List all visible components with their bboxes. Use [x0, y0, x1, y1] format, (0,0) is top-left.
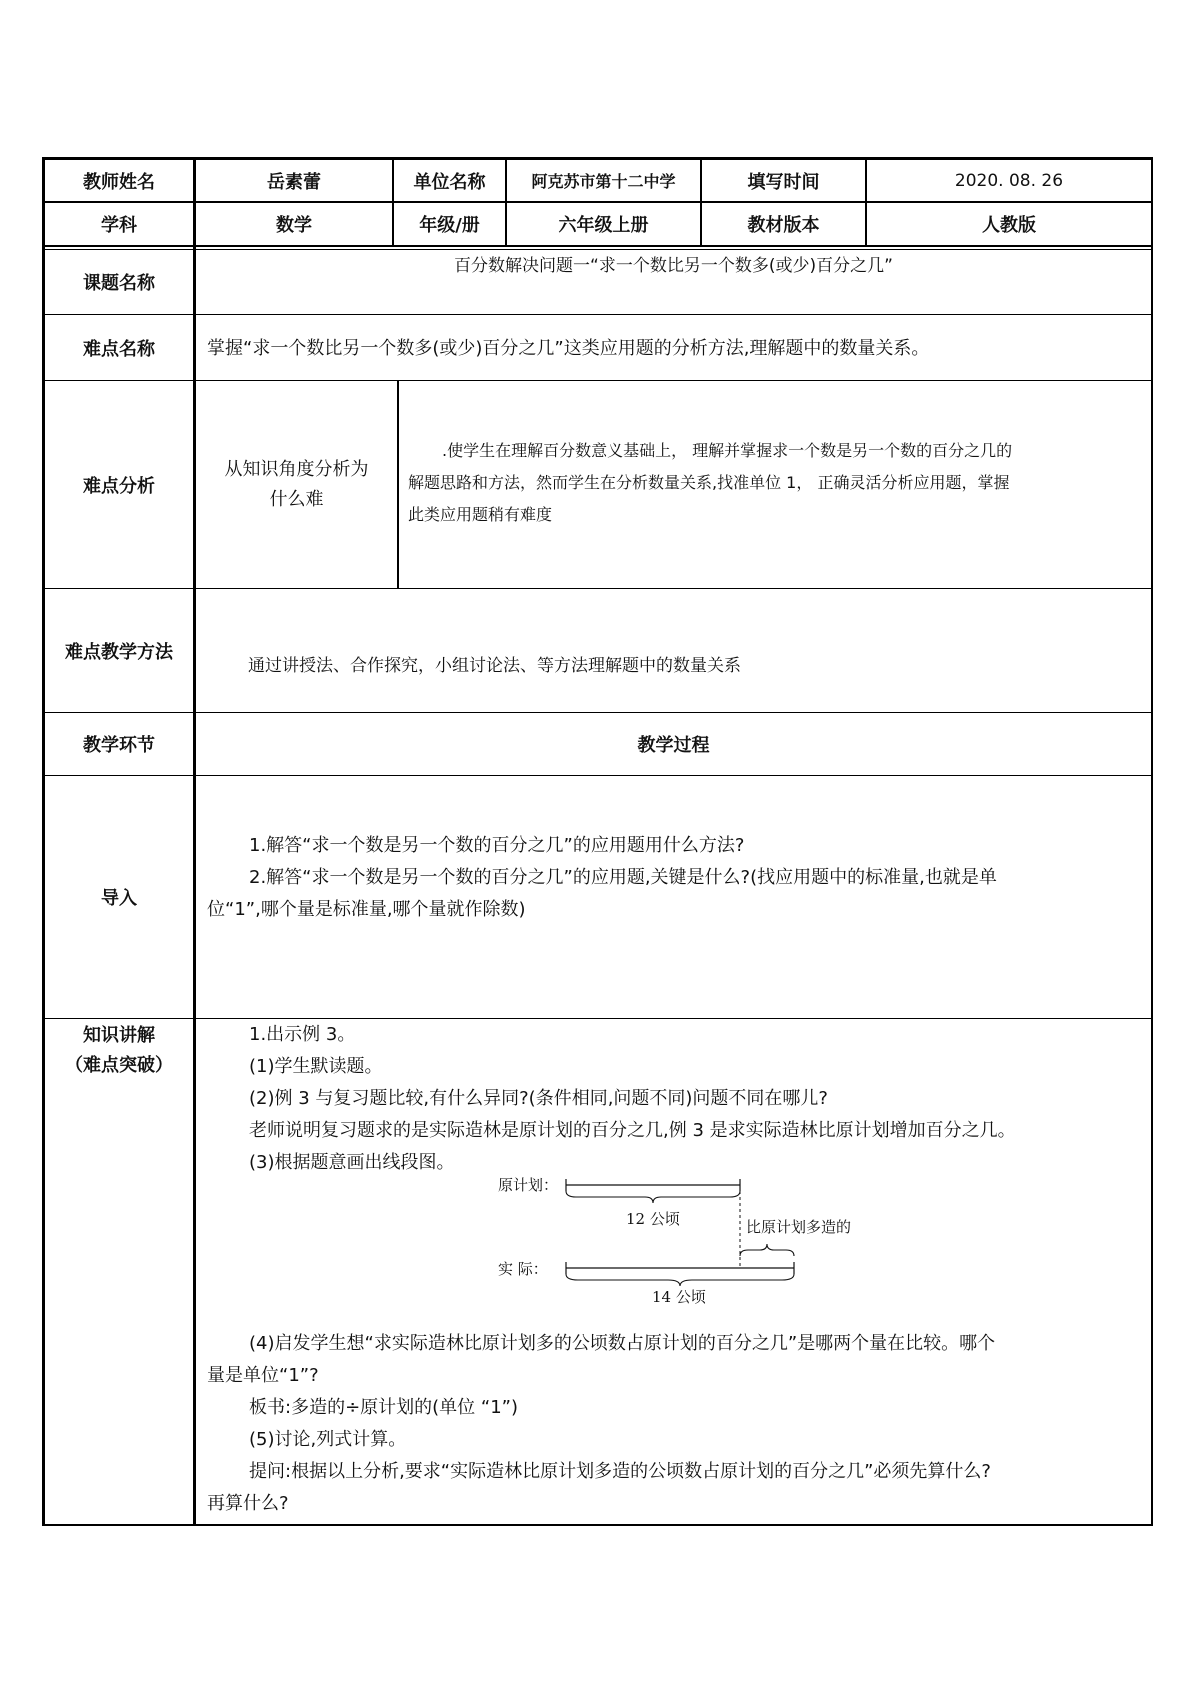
method-label: 难点教学方法 [65, 641, 173, 663]
unit-name-label: 单位名称 [413, 171, 486, 193]
topic-label: 课题名称 [83, 273, 155, 294]
row-divider [42, 775, 1153, 776]
analysis-sub-label [196, 381, 397, 588]
analysis-line-3: 此类应用题稍有难度 [408, 505, 553, 524]
diagram-plan-label: 原计划： [498, 1176, 559, 1194]
knowledge-line: (2)例 3 与复习题比较,有什么异同?(条件相同,问题不同)问题不同在哪儿? [249, 1088, 828, 1109]
diagram-extra-label: 比原计划多造的 [746, 1218, 852, 1236]
analysis-line-1: .使学生在理解百分数意义基础上， 理解并掌握求一个数是另一个数的百分之几的 [442, 441, 1013, 460]
knowledge-content-top [207, 1019, 1016, 1179]
knowledge-line: (3)根据题意画出线段图。 [249, 1152, 455, 1173]
grade-value: 六年级上册 [558, 215, 649, 236]
extra-brace [740, 1244, 794, 1256]
knowledge-line: 提问:根据以上分析,要求“实际造林比原计划多造的公顷数占原计划的百分之几”必须先算什么? [249, 1461, 991, 1482]
analysis-sub-label-line2: 什么难 [269, 488, 324, 510]
table-border-right [1151, 157, 1153, 1526]
row-divider [42, 249, 1153, 250]
knowledge-line: 老师说明复习题求的是实际造林是原计划的百分之几,例 3 是求实际造林比原计划增加百分之几。 [249, 1120, 1016, 1141]
intro-label: 导入 [101, 888, 137, 909]
grade-label: 年级/册 [419, 215, 480, 236]
difficulty-label: 难点名称 [83, 338, 155, 360]
analysis-line-2: 解题思路和方法，然而学生在分析数量关系,找准单位 1， 正确灵活分析应用题，掌握 [408, 473, 1010, 492]
knowledge-line: (1)学生默读题。 [249, 1056, 383, 1077]
teacher-name-value: 岳素蕾 [267, 171, 321, 193]
knowledge-line: (4)启发学生想“求实际造林比原计划多的公顷数占原计划的百分之几”是哪两个量在比较。哪个 [249, 1333, 996, 1354]
difficulty-value: 掌握“求一个数比另一个数多(或少)百分之几”这类应用题的分析方法,理解题中的数量关系。 [207, 338, 930, 359]
row-divider [42, 588, 1153, 589]
row-divider [42, 245, 1153, 247]
analysis-label: 难点分析 [83, 475, 155, 497]
knowledge-label-line2: （难点突破） [65, 1055, 173, 1076]
topic-value: 百分数解决问题一“求一个数比另一个数多(或少)百分之几” [454, 256, 893, 276]
intro-line-1: 1.解答“求一个数是另一个数的百分之几”的应用题用什么方法? [249, 835, 745, 856]
edition-value: 人教版 [982, 215, 1036, 236]
knowledge-label-line1: 知识讲解 [83, 1025, 155, 1046]
analysis-sub-label-line1: 从知识角度分析为 [224, 458, 369, 480]
unit-name-value: 阿克苏市第十二中学 [531, 172, 676, 191]
fill-date-value: 2020. 08. 26 [954, 170, 1064, 191]
subject-label: 学科 [101, 215, 137, 236]
knowledge-line: 板书:多造的÷原计划的(单位 “1”) [249, 1397, 519, 1418]
knowledge-line: 再算什么? [207, 1493, 289, 1514]
diagram-actual-label: 实 际： [498, 1260, 548, 1278]
knowledge-line: 量是单位“1”? [207, 1365, 319, 1386]
knowledge-content-bottom [207, 1328, 995, 1520]
knowledge-line: 1.出示例 3。 [249, 1024, 356, 1045]
line-segment-diagram [480, 1168, 852, 1308]
process-stage-header: 教学环节 [83, 735, 155, 756]
intro-content [207, 830, 997, 926]
diagram-actual-value: 14 公顷 [652, 1288, 706, 1306]
intro-line-2: 2.解答“求一个数是另一个数的百分之几”的应用题,关键是什么?(找应用题中的标准量,也就是单 [249, 867, 997, 888]
edition-label: 教材版本 [747, 215, 820, 236]
actual-brace [566, 1274, 794, 1286]
subject-value: 数学 [276, 215, 312, 236]
column-divider [193, 157, 196, 1526]
table-border-bottom [42, 1524, 1153, 1526]
analysis-content [408, 435, 1012, 531]
knowledge-label [45, 1019, 193, 1081]
row-divider [42, 314, 1153, 315]
knowledge-line: (5)讨论,列式计算。 [249, 1429, 407, 1450]
method-value: 通过讲授法、合作探究，小组讨论法、等方法理解题中的数量关系 [248, 656, 741, 676]
plan-brace [566, 1191, 740, 1203]
column-divider [397, 380, 399, 588]
intro-line-3: 位“1”,哪个量是标准量,哪个量就作除数) [207, 899, 526, 920]
diagram-plan-value: 12 公顷 [626, 1210, 680, 1228]
fill-date-label: 填写时间 [747, 171, 820, 193]
process-content-header: 教学过程 [637, 735, 710, 756]
teacher-name-label: 教师姓名 [83, 171, 155, 193]
